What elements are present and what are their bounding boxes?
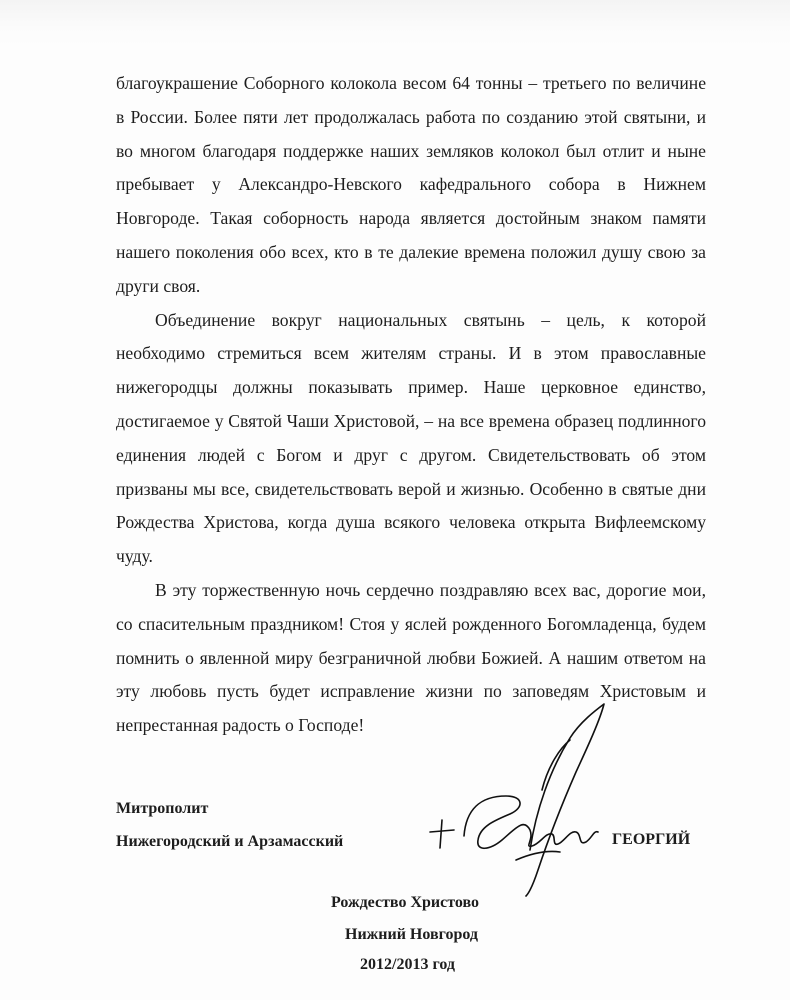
signatory-title: Митрополит (116, 800, 209, 817)
closing-year: 2012/2013 год (360, 956, 455, 973)
closing-occasion: Рождество Христово (331, 894, 480, 911)
closing-place: Нижний Новгород (345, 926, 479, 943)
letter-body (116, 67, 706, 743)
handwritten-signature-icon (420, 700, 610, 900)
signatory-diocese: Нижегородский и Арзамасский (116, 833, 344, 850)
scan-top-edge (0, 0, 790, 46)
paragraph-3: В эту торжественную ночь сердечно поздравляю всех вас, дорогие мои, со спасительным праздником! Стоя у яслей рожденного Богомладенца, будем помнить о явленной миру безграничной любви Божией. А нашим ответом на эту любовь пусть будет исправление жизни по заповедям Христовым и непрестанная радость о Господе! (116, 579, 706, 736)
paragraph-2: Объединение вокруг национальных святынь – цель, к которой необходимо стремиться всем жителям страны. И в этом православные нижегородцы должны показывать пример. Наше церковное единство, достигаемое у Святой Чаши Христовой, – на все времена образец подлинного единения людей с Богом и друг с другом. Свидетельствовать об этом призваны мы все, свидетельствовать верой и жизнью. Особенно в святые дни Рождества Христова, когда душа всякого человека открыта Вифлеемскому чуду. (116, 309, 706, 567)
paragraph-1: благоукрашение Соборного колокола весом 64 тонны – третьего по величине в России. Более пяти лет продолжалась работа по созданию этой святыни, и во многом благодаря поддержке наших земляков колокол был отлит и ныне пребывает у Александро-Невского кафедрального собора в Нижнем Новгороде. Такая соборность народа является достойным знаком памяти нашего поколения обо всех, кто в те далекие времена положил душу свою за други своя. (116, 73, 706, 296)
signatory-name: ГЕОРГИЙ (612, 831, 691, 848)
